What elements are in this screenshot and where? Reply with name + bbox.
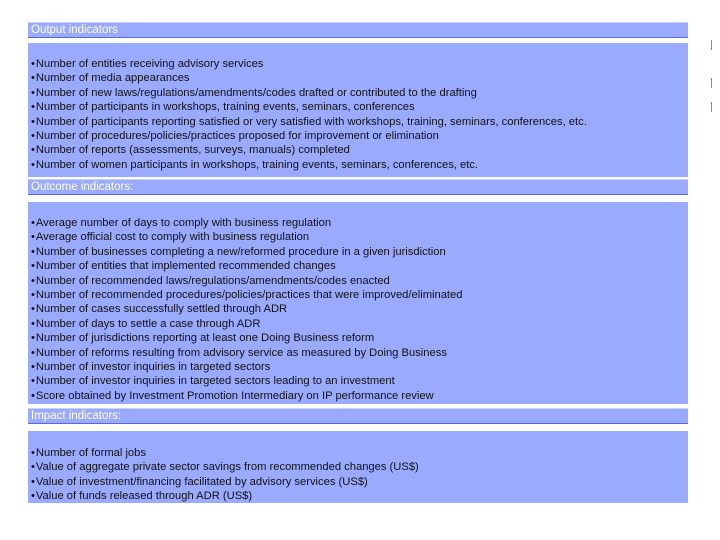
list-item: • Number of investor inquiries in targeted sectors xyxy=(31,360,688,374)
list-item: • Value of investment/financing facilitated by advisory services (US$) xyxy=(31,475,688,489)
list-item: • Number of recommended procedures/policies/practices that were improved/eliminated xyxy=(31,288,688,302)
section-body-outcome xyxy=(28,202,688,404)
section-header-label: Impact indicators: xyxy=(31,410,122,422)
list-item: • Average number of days to comply with business regulation xyxy=(31,216,688,230)
list-item: • Number of entities receiving advisory services xyxy=(31,57,688,71)
list-item: • Number of recommended laws/regulations/amendments/codes enacted xyxy=(31,274,688,288)
section-header-label: Outcome indicators: xyxy=(31,181,134,193)
list-item: • Number of participants reporting satisfied or very satisfied with workshops, training, seminars, conferences, etc. xyxy=(31,115,688,129)
edge-mark-1 xyxy=(711,40,712,50)
list-item: • Number of businesses completing a new/reformed procedure in a given jurisdiction xyxy=(31,245,688,259)
edge-mark-2 xyxy=(711,78,712,88)
list-item: • Number of women participants in workshops, training events, seminars, conferences, etc. xyxy=(31,158,688,172)
section-body-impact xyxy=(28,431,688,503)
list-item: • Number of jurisdictions reporting at least one Doing Business reform xyxy=(31,331,688,345)
list-item: • Number of new laws/regulations/amendments/codes drafted or contributed to the drafting xyxy=(31,86,688,100)
list-item: • Number of participants in workshops, training events, seminars, conferences xyxy=(31,100,688,114)
edge-mark-3 xyxy=(711,102,712,112)
section-body-output xyxy=(28,43,688,177)
list-item: • Average official cost to comply with business regulation xyxy=(31,230,688,244)
list-item: • Number of media appearances xyxy=(31,71,688,85)
list-item: • Number of reports (assessments, surveys, manuals) completed xyxy=(31,143,688,157)
list-item: • Value of aggregate private sector savings from recommended changes (US$) xyxy=(31,460,688,474)
list-item: • Number of entities that implemented recommended changes xyxy=(31,259,688,273)
list-item: • Score obtained by Investment Promotion Intermediary on IP performance review xyxy=(31,389,688,403)
list-item: • Number of days to settle a case through ADR xyxy=(31,317,688,331)
list-item: • Number of procedures/policies/practices proposed for improvement or elimination xyxy=(31,129,688,143)
list-item: • Value of funds released through ADR (US$) xyxy=(31,489,688,503)
list-item: • Number of investor inquiries in targeted sectors leading to an investment xyxy=(31,374,688,388)
list-item: • Number of cases successfully settled through ADR xyxy=(31,302,688,316)
section-header-output xyxy=(28,22,688,38)
list-item: • Number of formal jobs xyxy=(31,446,688,460)
section-header-impact xyxy=(28,408,688,424)
section-header-label: Output indicators xyxy=(31,24,118,36)
section-header-outcome xyxy=(28,179,688,195)
list-item: • Number of reforms resulting from advisory service as measured by Doing Business xyxy=(31,346,688,360)
